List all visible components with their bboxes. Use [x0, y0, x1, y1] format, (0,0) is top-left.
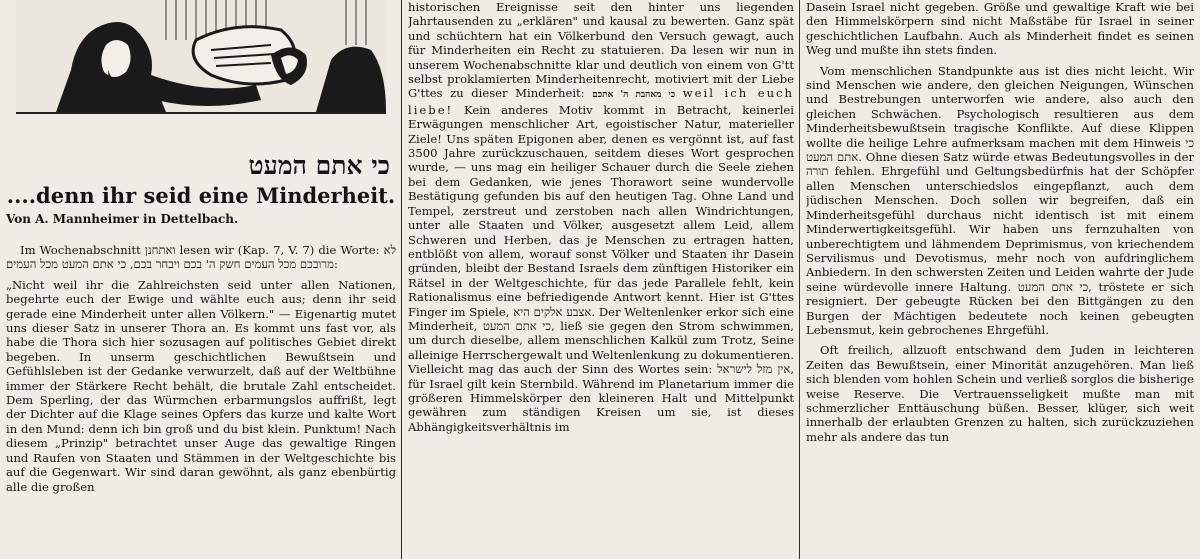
column-rule	[799, 0, 800, 559]
spaced-quote: weil ich euch liebe!	[408, 86, 794, 117]
paragraph: Dasein Israel nicht gegeben. Größe und gewaltige Kraft wie bei den Himmelskörpern sind nicht Maßstäbe für Israel in seiner geschichtlichen Laufbahn. Auch als Minderheit findet es seinen Weg und mußte ihn stets finden.	[806, 0, 1194, 58]
column-3	[806, 0, 1194, 559]
german-headline: ....denn ihr seid eine Minderheit.	[6, 183, 396, 208]
paragraph: „Nicht weil ihr die Zahlreichsten seid unter allen Nationen, begehrte euch der Ewige und wählte euch aus; denn ihr seid gerade eine Minderheit unter allen Völkern." — Eigenartig mutet uns dieser Satz in unserer Thora an. Es kommt uns fast vor, als habe die Thora sich hier sozusagen auf politisches Gebiet direkt begeben. In unserm geschichtlichen Bewußtsein und Gefühlsleben ist der Gedanke verwurzelt, daß auf der Weltbühne immer der Stärkere Recht behält, die brutale Zahl entscheidet. Dem Sperling, der das Würmchen erbarmungslos auffrißt, legt der Dichter auf die Klage seines Opfers das kurze und kalte Wort in den Mund: denn ich bin groß und du bist klein. Punktum! Nach diesem „Prinzip" betrachtet unser Auge das gewaltige Ringen und Raufen von Staaten und Stämmen in der Weltgeschichte bis auf die Gegenwart. Wir sind daran gewöhnt, als ganz ebenbürtig alle die großen	[6, 277, 396, 494]
byline: Von A. Mannheimer in Dettelbach.	[6, 212, 239, 226]
illustration-vignette	[16, 0, 386, 114]
hebrew-headline: כי אתם המעט	[248, 151, 390, 180]
reading-scholar-illustration	[16, 0, 386, 112]
paragraph: Im Wochenabschnitt ואתחנן lesen wir (Kap. 7, V. 7) die Worte: לא מרובכם מכל העמים חשק ה' בכם ויבחר בכם, כי אתם המעט מכל העמים:	[6, 243, 396, 272]
paragraph: Oft freilich, allzuoft entschwand dem Juden in leichteren Zeiten das Bewußtsein, einer Minorität anzugehören. Man ließ sich blenden vom hohlen Schein und verließ sorglos die bisherige weise Reserve. Die Vertrauensseligkeit mußte man mit schmerzlicher Enttäuschung büßen. Besser, klüger, sich weit innerhalb der erlaubten Grenzen zu halten, sich zurückzuziehen mehr als andere das tun	[806, 343, 1194, 444]
hebrew-quote: כי מאהבת ה' אתכם	[592, 90, 676, 101]
author-name: A. Mannheimer	[35, 212, 139, 226]
column-2	[408, 0, 794, 559]
paragraph: Vom menschlichen Standpunkte aus ist dies nicht leicht. Wir sind Menschen wie andere, den gleichen Neigungen, Wünschen und Bestrebungen unterworfen wie andere, also auch den gleichen Schwächen. Psychologisch resultieren aus dem Minderheitsbewußtsein tragische Konflikte. Auf diese Klippen wollte die heilige Lehre aufmerksam machen mit dem Hinweis כי אתם המעט. Ohne diesen Satz würde etwas Bedeutungsvolles in der תורה fehlen. Ehrgefühl und Geltungsbedürfnis hat der Schöpfer allen Menschen unterschiedslos eingepflanzt, auch dem jüdischen Menschen. Doch sollen wir begreifen, daß ein Minderheitsgefühl durchaus nicht identisch ist mit einem Minderwertigkeitsgefühl. Wir haben uns fernzuhalten von unberechtigtem und lähmendem Deprimismus, von kriechendem Servilismus und Devotismus, mehr noch von aufdringlichem Anbiedern. In den schwersten Zeiten und Leiden wahrte der Jude seine würdevolle innere Haltung. כי אתם המעט, tröstete er sich resigniert. Der gebeugte Rücken bei den Bittgängen zu den Burgen der Mächtigen bedeutete noch keinen gebeugten Lebensmut, kein gebrochenes Ehrgefühl.	[806, 63, 1194, 337]
place-name: Dettelbach.	[160, 212, 239, 226]
column-rule	[401, 0, 402, 559]
column-1	[6, 0, 396, 559]
paragraph: historischen Ereignisse seit den hinter uns liegenden Jahrtausenden zu „erklären" und kausal zu bewerten. Ganz spät und schüchtern hat ein Völkerbund den Versuch gewagt, auch für Minderheiten ein Recht zu statuieren. Da lesen wir nun in unserem Wochenabschnitte klar und deutlich von einem von G'tt selbst proklamierten Minderheitenrecht, motiviert mit der Liebe G'ttes zu dieser Minderheit: כי מאהבת ה' אתכם weil ich euch liebe! Kein anderes Motiv kommt in Betracht, keinerlei Erwägungen menschlicher Art, egoistischer Natur, materieller Ziele! Uns späten Epigonen aber, denen es vergönnt ist, auf fast 3500 Jahre zurückzuschauen, seitdem dieses Wort gesprochen wurde, — uns mag ein heiliger Schauer durch die Seele ziehen bei dem Gedanken, wie jenes Thorawort seine wundervolle Bestätigung gefunden bis auf den heutigen Tag. Ohne Land und Tempel, zerstreut und zerstoben nach allen Windrichtungen, unter alle Staaten und Völker, ausgesetzt allem Leid, allem Schweren und Herben, das je Menschen zu ertragen hatten, entblößt von allem, worauf sonst Völker und Staaten ihr Dasein gründen, bleibt der Bestand Israels dem zünftigen Historiker ein Rätsel in der Weltgeschichte, für das jede Parallele fehlt, kein Rationalismus eine befriedigende Antwort kennt. Hier ist G'ttes Finger im Spiele, אצבע אלקים היא. Der Weltenlenker erkor sich eine Minderheit, כי אתם המעט, ließ sie gegen den Strom schwimmen, um durch dieselbe, allem menschlichen Kalkül zum Trotz, Seine alleinige Herrschergewalt und Weltenlenkung zu dokumentieren. Vielleicht mag das auch der Sinn des Wortes sein: אין מזל לישראל, für Israel gilt kein Sternbild. Während im Planetarium immer die größeren Himmelskörper den kleineren Halt und Mittelpunkt gewähren zum ständigen Kreisen um sie, ist dieses Abhängigkeitsverhältnis im	[408, 0, 794, 434]
